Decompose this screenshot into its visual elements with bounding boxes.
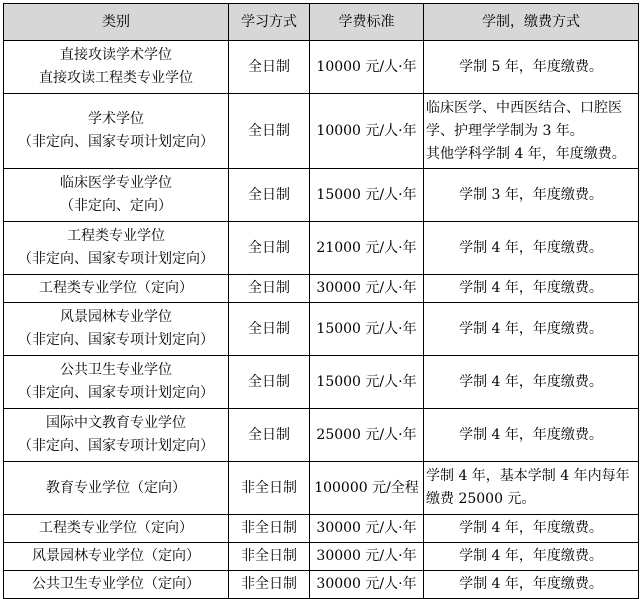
table-row (4, 222, 639, 275)
mode-cell: 全日制 (229, 303, 310, 356)
note-cell: 学制 4 年，年度缴费。 (424, 356, 639, 409)
category-cell: 学术学位 （非定向、国家专项计划定向） (4, 94, 229, 169)
note-cell: 学制 4 年，年度缴费。 (424, 571, 639, 599)
fee-cell: 30000 元/人·年 (310, 571, 424, 599)
mode-cell: 全日制 (229, 94, 310, 169)
note-cell: 学制 4 年，年度缴费。 (424, 409, 639, 462)
fee-cell: 10000 元/人·年 (310, 94, 424, 169)
category-cell: 风景园林专业学位（定向） (4, 543, 229, 571)
table-row (4, 543, 639, 571)
mode-cell: 全日制 (229, 409, 310, 462)
table-row (4, 515, 639, 543)
note-cell: 学制 4 年，年度缴费。 (424, 275, 639, 303)
note-cell: 学制 4 年，年度缴费。 (424, 303, 639, 356)
note-cell: 临床医学、中西医结合、口腔医学、护理学学制为 3 年。 其他学科学制 4 年，年度缴费。 (424, 94, 639, 169)
category-cell: 教育专业学位（定向） (4, 462, 229, 515)
table-row (4, 462, 639, 515)
note-cell: 学制 4 年，基本学制 4 年内每年缴费 25000 元。 (424, 462, 639, 515)
mode-cell: 全日制 (229, 169, 310, 222)
fee-cell: 21000 元/人·年 (310, 222, 424, 275)
table-row (4, 571, 639, 599)
fee-cell: 30000 元/人·年 (310, 543, 424, 571)
category-cell: 工程类专业学位（定向） (4, 515, 229, 543)
table-row (4, 356, 639, 409)
mode-cell: 非全日制 (229, 515, 310, 543)
category-cell: 临床医学专业学位 （非定向、定向） (4, 169, 229, 222)
category-cell: 公共卫生专业学位（定向） (4, 571, 229, 599)
table-row (4, 94, 639, 169)
fee-cell: 30000 元/人·年 (310, 515, 424, 543)
note-cell: 学制 3 年，年度缴费。 (424, 169, 639, 222)
fee-cell: 30000 元/人·年 (310, 275, 424, 303)
category-cell: 风景园林专业学位 （非定向、国家专项计划定向） (4, 303, 229, 356)
fee-cell: 15000 元/人·年 (310, 169, 424, 222)
note-cell: 学制 4 年，年度缴费。 (424, 222, 639, 275)
category-cell: 工程类专业学位（定向） (4, 275, 229, 303)
fee-cell: 25000 元/人·年 (310, 409, 424, 462)
header-duration-payment: 学制，缴费方式 (424, 4, 639, 41)
table-row (4, 275, 639, 303)
fee-cell: 10000 元/人·年 (310, 41, 424, 94)
note-cell: 学制 4 年，年度缴费。 (424, 515, 639, 543)
header-study-mode: 学习方式 (229, 4, 310, 41)
header-category: 类别 (4, 4, 229, 41)
table-row (4, 169, 639, 222)
tuition-table (3, 3, 639, 599)
table-row (4, 409, 639, 462)
mode-cell: 全日制 (229, 356, 310, 409)
mode-cell: 非全日制 (229, 462, 310, 515)
fee-cell: 100000 元/全程 (310, 462, 424, 515)
fee-cell: 15000 元/人·年 (310, 303, 424, 356)
mode-cell: 非全日制 (229, 571, 310, 599)
table-row (4, 303, 639, 356)
category-cell: 国际中文教育专业学位 （非定向、国家专项计划定向） (4, 409, 229, 462)
mode-cell: 全日制 (229, 41, 310, 94)
category-cell: 直接攻读学术学位 直接攻读工程类专业学位 (4, 41, 229, 94)
mode-cell: 全日制 (229, 275, 310, 303)
table-header-row (4, 4, 639, 41)
category-cell: 工程类专业学位 （非定向、国家专项计划定向） (4, 222, 229, 275)
fee-cell: 15000 元/人·年 (310, 356, 424, 409)
note-cell: 学制 5 年，年度缴费。 (424, 41, 639, 94)
mode-cell: 非全日制 (229, 543, 310, 571)
note-cell: 学制 4 年，年度缴费。 (424, 543, 639, 571)
mode-cell: 全日制 (229, 222, 310, 275)
category-cell: 公共卫生专业学位 （非定向、国家专项计划定向） (4, 356, 229, 409)
header-tuition-standard: 学费标准 (310, 4, 424, 41)
table-row (4, 41, 639, 94)
